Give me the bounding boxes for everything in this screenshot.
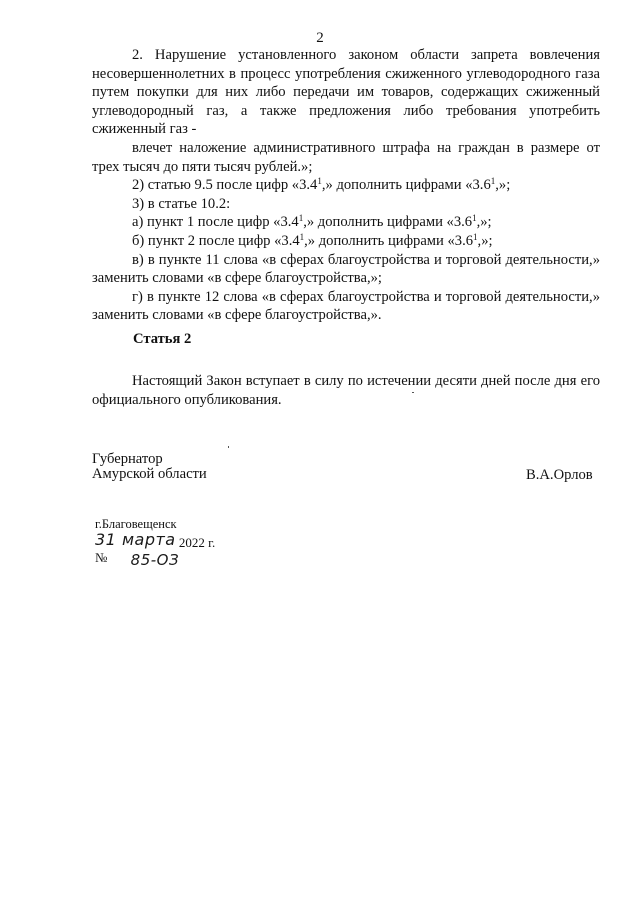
paragraph-item-g: г) в пункте 12 слова «в сферах благоустройства и торговой деятельности,» заменить словами «в сфере благоустройства,». (92, 288, 600, 324)
paragraph-article-10-2: 3) в статье 10.2: (132, 195, 231, 212)
final-section (92, 372, 600, 409)
signature-name: В.А.Орлов (526, 467, 593, 483)
paragraph-item-a: а) пункт 1 после цифр «$3.4^1$,» дополнить цифрами «$3.6^1$,»; (132, 213, 492, 231)
paragraph-violation: 2. Нарушение установленного законом области запрета вовлечения несовершеннолетних в процесс употребления сжиженного углеводородного газа путем покупки для них либо передачи им товаров, содержащих сжиженный углеводородный газ, а также предложения либо требования употребить сжиженный газ - (92, 47, 600, 138)
handwritten-date: 31 марта (95, 530, 176, 549)
place: г.Благовещенск (95, 517, 177, 531)
final-paragraph: Настоящий Закон вступает в силу по истечении десяти дней после дня его официального опубликования. (92, 373, 600, 408)
article-heading: Статья 2 (133, 331, 192, 347)
law-body (92, 46, 600, 325)
paragraph-item-b: б) пункт 2 после цифр «$3.4^1$,» дополнить цифрами «$3.6^1$,»; (132, 231, 493, 249)
signature-title-line1: Губернатор (92, 451, 163, 467)
number-line (95, 548, 180, 569)
date-year: 2022 г. (178, 535, 216, 550)
number-sign: № (95, 550, 108, 565)
handwritten-number: 85-ОЗ (130, 551, 180, 569)
signature-title-line2: Амурской области (92, 466, 207, 482)
paragraph-item-v: в) в пункте 11 слова «в сферах благоустройства и торговой деятельности,» заменить словами «в сфере благоустройства,»; (92, 251, 600, 287)
paragraph-article-9-5: 2) статью 9.5 после цифр «$3.4^1$,» дополнить цифрами «$3.6^1$,»; (132, 176, 511, 194)
scan-speck (228, 446, 229, 448)
signature-title (92, 452, 207, 482)
scan-speck (412, 392, 414, 393)
paragraph-penalty: влечет наложение административного штрафа на граждан в размере от трех тысяч до пяти тысяч рублей.»; (92, 139, 600, 175)
page-number: 2 (316, 30, 324, 46)
